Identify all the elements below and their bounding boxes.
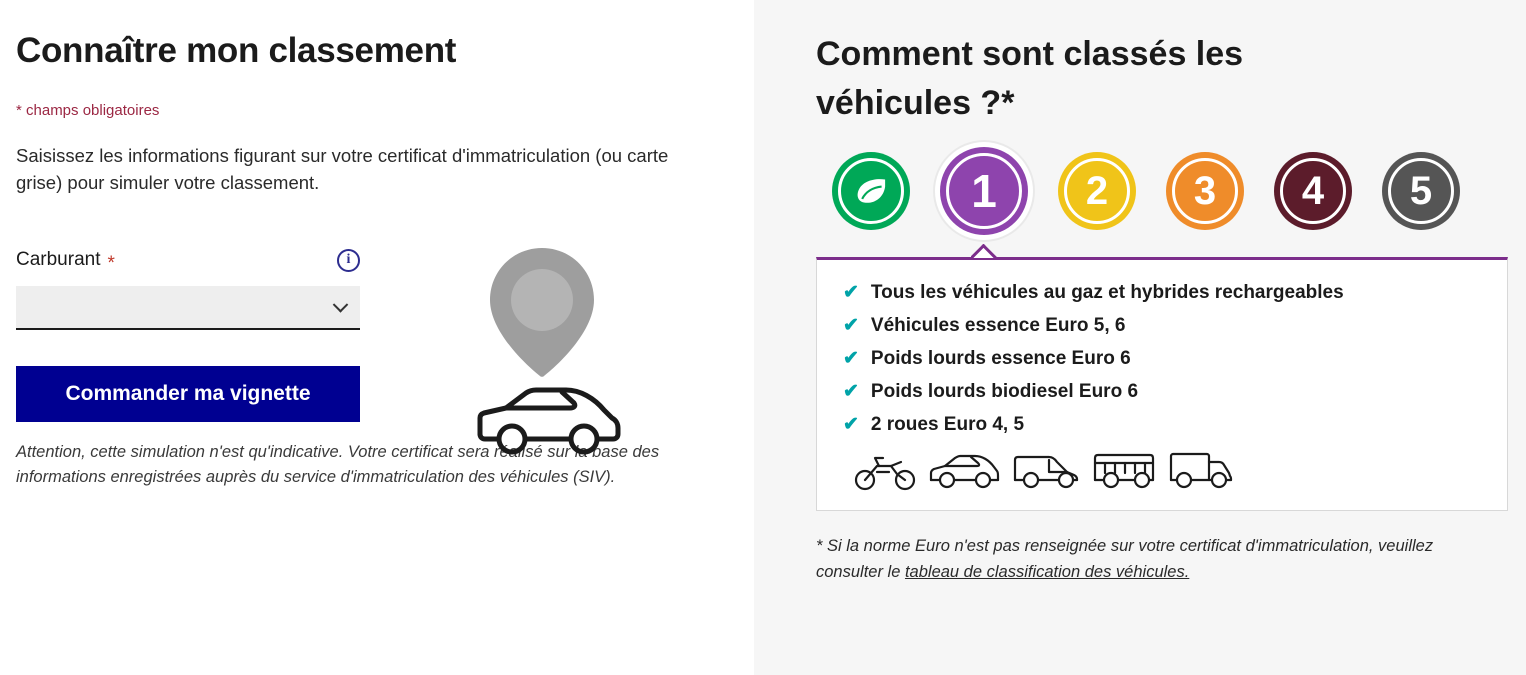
car-icon <box>927 448 1001 492</box>
vehicle-criteria-list <box>843 282 1481 436</box>
list-item-label: Tous les véhicules au gaz et hybrides rechargeables <box>870 281 1344 303</box>
list-item <box>843 414 1481 436</box>
crit-air-badge-vert[interactable] <box>832 152 910 230</box>
crit-air-badge-label: 4 <box>1301 168 1325 213</box>
intro-text: Saisissez les informations figurant sur votre certificat d'immatriculation (ou carte grise) pour simuler votre classement. <box>16 145 669 193</box>
truck-icon <box>1167 448 1235 492</box>
fuel-field-label: Carburant <box>16 249 101 271</box>
crit-air-badge-2[interactable] <box>1058 152 1136 230</box>
crit-air-badge-3[interactable] <box>1166 152 1244 230</box>
bus-icon <box>1091 448 1157 492</box>
callout-arrow <box>971 244 997 258</box>
motorcycle-icon <box>853 448 917 492</box>
crit-air-badges <box>832 147 1506 235</box>
leaf-car-icon <box>853 176 889 206</box>
list-item <box>843 315 1481 337</box>
page-title: Connaître mon classement <box>16 31 457 70</box>
fuel-select-wrapper[interactable] <box>16 286 360 330</box>
van-icon <box>1011 448 1081 492</box>
crit-air-badge-5[interactable] <box>1382 152 1460 230</box>
crit-air-badge-label: 3 <box>1193 168 1217 213</box>
crit-air-details-wrapper <box>816 257 1508 511</box>
list-item <box>843 348 1481 370</box>
check-icon: ✔ <box>843 281 859 303</box>
crit-air-badge-label: 5 <box>1409 168 1433 213</box>
list-item-label: 2 roues Euro 4, 5 <box>870 413 1025 435</box>
location-car-illustration <box>470 248 630 458</box>
vehicle-classification-table-link[interactable]: tableau de classification des véhicules. <box>904 562 1190 581</box>
fuel-select[interactable] <box>16 286 360 328</box>
list-item-label: Poids lourds essence Euro 6 <box>870 347 1131 369</box>
classification-footnote <box>816 533 1496 586</box>
simulator-panel <box>0 0 754 675</box>
fuel-field-label-row <box>16 249 360 272</box>
order-sticker-button[interactable]: Commander ma vignette <box>16 366 360 422</box>
check-icon: ✔ <box>843 413 859 435</box>
list-item-label: Véhicules essence Euro 5, 6 <box>870 314 1126 336</box>
required-asterisk: * <box>107 252 115 274</box>
required-fields-note: * champs obligatoires <box>16 102 160 119</box>
footnote-text: * Si la norme Euro n'est pas renseignée sur votre certificat d'immatriculation, veuillez consulter le <box>816 536 1434 581</box>
simulation-disclaimer: Attention, cette simulation n'est qu'indicative. Votre certificat sera réalisé sur la base des informations enregistrées auprès du service d'immatriculation des véhicules (SIV). <box>16 442 660 487</box>
crit-air-badge-label: 1 <box>971 164 997 217</box>
classification-panel <box>754 0 1526 675</box>
list-item <box>843 381 1481 403</box>
crit-air-details-card <box>816 257 1508 511</box>
crit-air-badge-4[interactable] <box>1274 152 1352 230</box>
crit-air-badge-label: 2 <box>1085 168 1109 213</box>
list-item <box>843 282 1481 304</box>
vehicle-type-icons <box>853 448 1481 492</box>
check-icon: ✔ <box>843 347 859 369</box>
car-outline-icon <box>480 390 618 452</box>
classification-title: Comment sont classés les véhicules ?* <box>816 35 1244 123</box>
check-icon: ✔ <box>843 380 859 402</box>
map-pin-icon <box>490 248 594 377</box>
list-item-label: Poids lourds biodiesel Euro 6 <box>870 380 1139 402</box>
info-icon[interactable]: i <box>337 249 360 272</box>
crit-air-badge-1[interactable] <box>940 147 1028 235</box>
check-icon: ✔ <box>843 314 859 336</box>
